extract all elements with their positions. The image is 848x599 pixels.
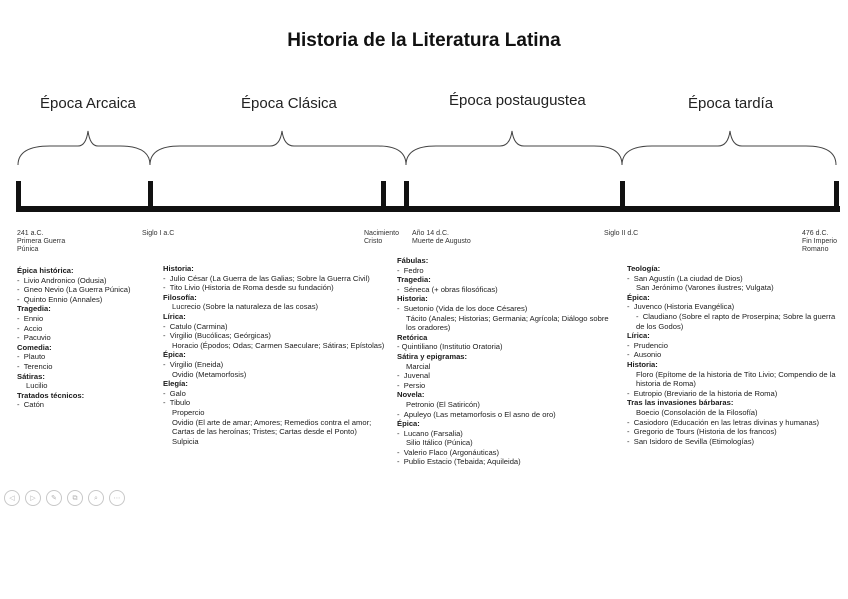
timeline-axis [16, 206, 840, 212]
list-item: Ovidio (El arte de amar; Amores; Remedios contra el amor; Cartas de las heroínas; Tristes; Cartas desde el Ponto) [172, 417, 372, 437]
slides-icon[interactable]: ⧉ [67, 490, 83, 506]
column-arcaica [17, 266, 139, 410]
heading-epica: Épica: [163, 350, 186, 360]
tick-siglo-i-ac [148, 181, 153, 212]
brace-postaugustea [406, 131, 622, 165]
list-item: - Ausonio [627, 350, 662, 360]
list-item: - San Isidoro de Sevilla (Etimologías) [627, 436, 755, 446]
heading-historia: Historia: [397, 294, 428, 304]
list-item: - Claudiano (Sobre el rapto de Proserpina; Sobre la guerra de los Godos) [636, 311, 836, 331]
list-item: - Pacuvio [17, 333, 51, 343]
zoom-icon[interactable]: ⌕ [88, 490, 104, 506]
list-item: - Lucano (Farsalia) [397, 428, 463, 438]
list-item: - Juvenal [397, 371, 430, 381]
heading-tratados-tecnicos: Tratados técnicos: [17, 390, 85, 400]
tick-siglo-ii-dc [620, 181, 625, 212]
list-item: - Virgilio (Bucólicas; Geórgicas) [163, 331, 271, 341]
slide-controls [4, 490, 125, 506]
brace-tardia [622, 131, 836, 165]
heading-epica-historica: Épica histórica: [17, 266, 74, 275]
list-item: - Juvenco (Historia Evangélica) [627, 302, 735, 312]
list-item: Silio Itálico (Púnica) [406, 438, 473, 448]
list-item: - Livio Andronico (Odusia) [17, 275, 107, 285]
era-clasica-label: Época Clásica [241, 95, 337, 112]
list-item: Horacio (Épodos; Odas; Carmen Saeculare; Sátiras; Epístolas) [172, 340, 385, 350]
heading-fabulas: Fábulas: [397, 256, 429, 265]
heading-retorica: Retórica [397, 332, 428, 342]
list-item: - Quintiliano (Institutio Oratoria) [397, 342, 503, 352]
list-item: - Prudencio [627, 340, 668, 350]
list-item: - San Agustín (La ciudad de Dios) [627, 273, 743, 283]
page-title: Historia de la Literatura Latina [287, 30, 561, 51]
brace-arcaica [18, 131, 150, 165]
list-item: - Fedro [397, 265, 424, 275]
list-item: - Tibulo [163, 398, 191, 408]
mark-241ac: 241 a.C. Primera Guerra Púnica [17, 230, 66, 253]
list-item: - Eutropio (Breviario de la historia de Roma) [627, 388, 778, 398]
timeline [0, 0, 848, 240]
list-item: Petronio (El Satiricón) [406, 399, 480, 409]
list-item: Sulpicia [172, 436, 199, 446]
mark-476dc: 476 d.C. Fin Imperio Romano [802, 230, 838, 253]
list-item: Lucilio [26, 381, 48, 391]
heading-epica: Épica: [397, 419, 420, 429]
column-clasica [163, 264, 385, 446]
heading-teologia: Teología: [627, 264, 661, 273]
heading-lirica: Lírica: [627, 331, 650, 341]
heading-tragedia: Tragedia: [17, 304, 51, 314]
mark-siglo-i-ac: Siglo I a.C [142, 230, 175, 237]
era-tardia-label: Época tardía [688, 95, 774, 112]
tick-14dc [404, 181, 409, 212]
era-arcaica-label: Época Arcaica [40, 95, 136, 112]
heading-satiras: Sátiras: [17, 371, 45, 381]
list-item: Boecio (Consolación de la Filosofía) [636, 407, 758, 417]
list-item: - Galo [163, 388, 186, 398]
brace-clasica [150, 131, 406, 165]
heading-elegia: Elegía: [163, 379, 188, 389]
list-item: - Accio [17, 323, 43, 333]
tick-nacimiento-cristo [381, 181, 386, 212]
list-item: Lucrecio (Sobre la naturaleza de las cosas) [172, 302, 319, 312]
list-item: - Séneca (+ obras filosóficas) [397, 284, 498, 294]
list-item: - Terencio [17, 361, 53, 371]
heading-tragedia: Tragedia: [397, 275, 431, 285]
heading-comedia: Comedia: [17, 342, 52, 352]
mark-nacimiento-cristo: Nacimiento Cristo [364, 230, 400, 245]
list-item: - Catón [17, 400, 45, 410]
column-tardia [627, 264, 839, 446]
next-slide-icon[interactable]: ▷ [25, 490, 41, 506]
list-item: San Jerónimo (Varones ilustres; Vulgata) [636, 283, 774, 293]
mark-siglo-ii-dc: Siglo II d.C [604, 230, 639, 237]
heading-filosofia: Filosofía: [163, 292, 197, 302]
list-item: - Plauto [17, 352, 46, 362]
list-item: - Publio Estacio (Tebaida; Aquileida) [397, 457, 521, 467]
era-postaugustea-label: Época postaugustea [449, 92, 586, 109]
tick-241ac [16, 181, 21, 212]
list-item: - Suetonio (Vida de los doce Césares) [397, 303, 528, 313]
heading-lirica: Lírica: [163, 311, 186, 321]
more-options-icon[interactable]: ⋯ [109, 490, 125, 506]
list-item: - Valerio Flaco (Argonáuticas) [397, 447, 499, 457]
heading-satira-epigramas: Sátira y epigramas: [397, 351, 468, 361]
list-item: Ovidio (Metamorfosis) [172, 369, 247, 379]
tick-476dc [834, 181, 839, 212]
heading-historia: Historia: [163, 264, 194, 273]
heading-invasiones-barbaras: Tras las invasiones bárbaras: [627, 398, 734, 408]
list-item: - Gregorio de Tours (Historia de los francos) [627, 427, 777, 437]
list-item: - Apuleyo (Las metamorfosis o El asno de oro) [397, 409, 556, 419]
list-item: - Tito Livio (Historia de Roma desde su fundación) [163, 283, 334, 293]
pen-icon[interactable]: ✎ [46, 490, 62, 506]
list-item: Marcial [406, 361, 431, 371]
list-item: - Virgilio (Eneida) [163, 359, 224, 369]
list-item: Propercio [172, 407, 205, 417]
list-item: - Quinto Ennio (Annales) [17, 294, 103, 304]
mark-14dc: Año 14 d.C. Muerte de Augusto [412, 230, 471, 245]
heading-novela: Novela: [397, 390, 425, 400]
heading-epica: Épica: [627, 292, 650, 302]
list-item: - Julio César (La Guerra de las Galias; Sobre la Guerra Civil) [163, 273, 370, 283]
list-item: Floro (Epítome de la historia de Tito Livio; Compendio de la historia de Roma) [636, 369, 836, 389]
heading-historia: Historia: [627, 359, 658, 369]
list-item: - Catulo (Carmina) [163, 321, 228, 331]
list-item: - Casiodoro (Educación en las letras divinas y humanas) [627, 417, 820, 427]
previous-slide-icon[interactable]: ◁ [4, 490, 20, 506]
list-item: - Ennio [17, 313, 44, 323]
list-item: - Persio [397, 380, 426, 390]
list-item: - Gneo Nevio (La Guerra Púnica) [17, 285, 131, 295]
column-postaugustea [397, 256, 612, 467]
list-item: Tácito (Anales; Historias; Germania; Agrícola; Diálogo sobre los oradores) [406, 313, 609, 333]
